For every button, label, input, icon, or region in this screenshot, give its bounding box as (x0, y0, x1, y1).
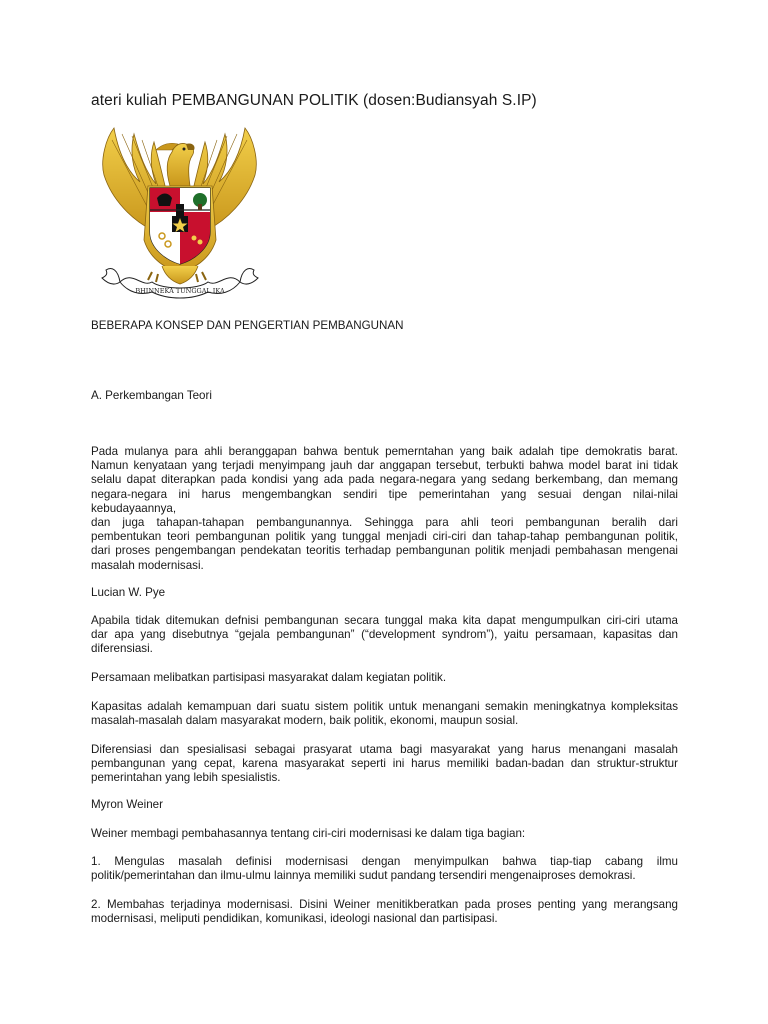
paragraph-1-line: negara-negara ini harus mengembangkan sendiri tipe pemerintahan yang sesuai dengan nilai-nilai (91, 487, 678, 501)
paragraph-6-line: pemerintahan yang lebih spesialistis. (91, 771, 281, 785)
paragraph-3-line: diferensiasi. (91, 642, 153, 656)
paragraph-1-line: Namun kenyataan yang terjadi menyimpang jauh dar anggapan tersebut, terbukti bahwa model barat ini tidak (91, 459, 678, 473)
paragraph-1-line: kebudayaannya, (91, 501, 177, 515)
paragraph-1 (91, 445, 678, 516)
paragraph-2-line: masalah modernisasi. (91, 558, 204, 572)
paragraph-8-line: 1. Mengulas masalah definisi modernisasi dengan menyimpulkan bahwa tiap-tiap cabang ilmu (91, 855, 678, 868)
paragraph-2-line: dan juga tahapan-tahapan pembangunannya. Sehingga para ahli teori pembangunan beralih dari (91, 516, 678, 529)
paragraph-6 (91, 743, 678, 786)
paragraph-4: Persamaan melibatkan partisipasi masyarakat dalam kegiatan politik. (91, 671, 447, 684)
paragraph-9-line: 2. Membahas terjadinya modernisasi. Disini Weiner menitikberatkan pada proses penting yang merangsang (91, 898, 678, 911)
paragraph-1-line: selalu dapat diterapkan pada kondisi yang ada pada negara-negara yang sedang berkembang, dan memang (91, 473, 678, 487)
author-lucian-pye: Lucian W. Pye (91, 586, 166, 599)
paragraph-2 (91, 516, 678, 573)
paragraph-9 (91, 898, 678, 926)
paragraph-1-line: Pada mulanya para ahli beranggapan bahwa bentuk pemerntahan yang baik adalah tipe demokratis barat. (91, 445, 678, 458)
paragraph-5-line: masalah-masalah dalam masyarakat modern, baik politik, ekonomi, maupun sosial. (91, 714, 519, 728)
paragraph-3-line: dar apa yang disebutnya “gejala pembangunan” (“development syndrom”), yaitu persamaan, kapasitas dan (91, 628, 678, 642)
paragraph-8-line: politik/pemerintahan dan ilmu-ulmu lainnya memiliki sudut pandang tersendiri mengenaiproses demokrasi. (91, 869, 636, 883)
paragraph-6-line: Diferensiasi dan spesialisasi sebagai prasyarat utama bagi masyarakat yang harus menangani masalah (91, 743, 678, 756)
garuda-emblem-icon (92, 120, 267, 302)
document-title: ateri kuliah PEMBANGUNAN POLITIK (dosen:Budiansyah S.IP) (91, 92, 537, 109)
paragraph-6-line: pembangunan yang cepat, karena masyarakat seperti ini harus memiliki badan-badan dan struktur-struktur (91, 757, 678, 771)
paragraph-5 (91, 700, 678, 728)
paragraph-3 (91, 614, 678, 657)
paragraph-2-line: pembentukan teori pembangunan politik yang tunggal menjadi ciri-ciri dan tahap-tahap pembangunan politik, (91, 530, 678, 544)
subheading-a: A. Perkembangan Teori (91, 389, 212, 402)
paragraph-7: Weiner membagi pembahasannya tentang ciri-ciri modernisasi ke dalam tiga bagian: (91, 827, 526, 840)
section-heading: BEBERAPA KONSEP DAN PENGERTIAN PEMBANGUNAN (91, 319, 404, 332)
emblem-motto: BHINNEKA TUNGGAL IKA (135, 287, 225, 295)
paragraph-8 (91, 855, 678, 883)
paragraph-9-line: modernisasi, meliputi pendidikan, komunikasi, ideologi nasional dan partisipasi. (91, 912, 498, 926)
paragraph-5-line: Kapasitas adalah kemampuan dari suatu sistem politik untuk menangani semakin meningkatnya kompleksitas (91, 700, 678, 713)
author-myron-weiner: Myron Weiner (91, 798, 163, 811)
paragraph-3-line: Apabila tidak ditemukan defnisi pembangunan secara tunggal maka kita dapat mengumpulkan ciri-ciri utama (91, 614, 678, 627)
paragraph-2-line: dari proses pengembangan pendekatan teoritis terhadap pembangunan politik menjadi pembahasan mengenai (91, 544, 678, 558)
